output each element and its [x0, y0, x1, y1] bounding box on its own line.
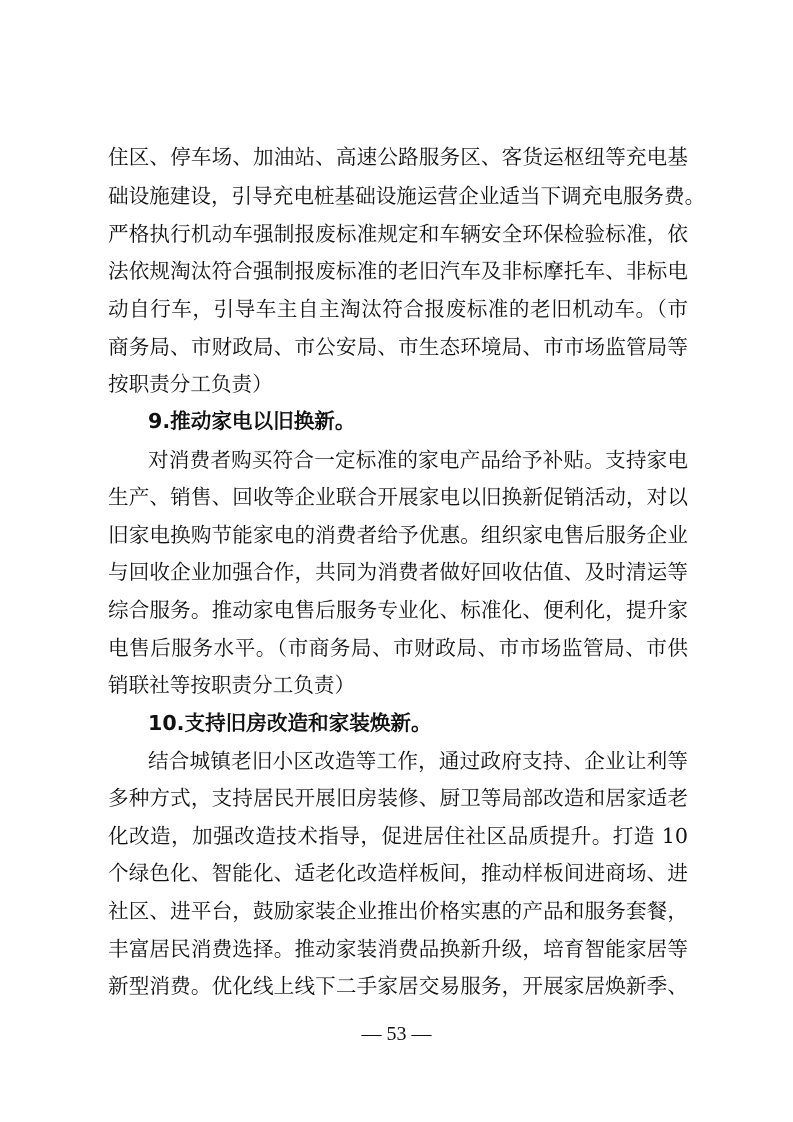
body-text-line: 结合城镇老旧小区改造等工作，通过政府支持、企业让利等	[148, 749, 688, 773]
body-text-line: 与回收企业加强合作，共同为消费者做好回收估值、及时清运等	[108, 560, 688, 584]
body-text-line: 电售后服务水平。（市商务局、市财政局、市市场监管局、市供	[108, 636, 688, 660]
body-text-line: 社区、进平台，鼓励家装企业推出价格实惠的产品和服务套餐，	[108, 899, 688, 923]
body-text-line: 旧家电换购节能家电的消费者给予优惠。组织家电售后服务企业	[108, 523, 688, 547]
body-text-line: 础设施建设，引导充电桩基础设施运营企业适当下调充电服务费。	[108, 184, 706, 208]
body-text-line: 综合服务。推动家电售后服务专业化、标准化、便利化，提升家	[108, 598, 688, 622]
page-number: — 53 —	[361, 1023, 432, 1045]
body-text-line: 住区、停车场、加油站、高速公路服务区、客货运枢纽等充电基	[108, 145, 688, 169]
body-text-line: 新型消费。优化线上线下二手家居交易服务，开展家居焕新季、	[108, 974, 688, 998]
body-text-line: 丰富居民消费选择。推动家装消费品换新升级，培育智能家居等	[108, 937, 688, 961]
body-text-line: 按职责分工负责）	[108, 372, 273, 396]
body-text-line: 多种方式，支持居民开展旧房装修、厨卫等局部改造和居家适老	[108, 786, 688, 810]
section-heading-9: 9.推动家电以旧换新。	[148, 409, 356, 433]
section-heading-10: 10.支持旧房改造和家装焕新。	[148, 711, 432, 735]
body-text-line: 销联社等按职责分工负责）	[108, 673, 356, 697]
body-text-line: 商务局、市财政局、市公安局、市生态环境局、市市场监管局等	[108, 335, 688, 359]
body-text-line: 严格执行机动车强制报废标准规定和车辆安全环保检验标准，依	[108, 222, 688, 246]
body-text-line: 法依规淘汰符合强制报废标准的老旧汽车及非标摩托车、非标电	[108, 259, 688, 283]
body-text-line: 生产、销售、回收等企业联合开展家电以旧换新促销活动，对以	[108, 485, 688, 509]
body-text-line: 对消费者购买符合一定标准的家电产品给予补贴。支持家电	[148, 448, 688, 472]
body-text-line: 动自行车，引导车主自主淘汰符合报废标准的老旧机动车。（市	[108, 297, 688, 321]
body-text-line: 化改造，加强改造技术指导，促进居住社区品质提升。打造 10	[108, 824, 688, 848]
body-text-line: 个绿色化、智能化、适老化改造样板间，推动样板间进商场、进	[108, 861, 688, 885]
